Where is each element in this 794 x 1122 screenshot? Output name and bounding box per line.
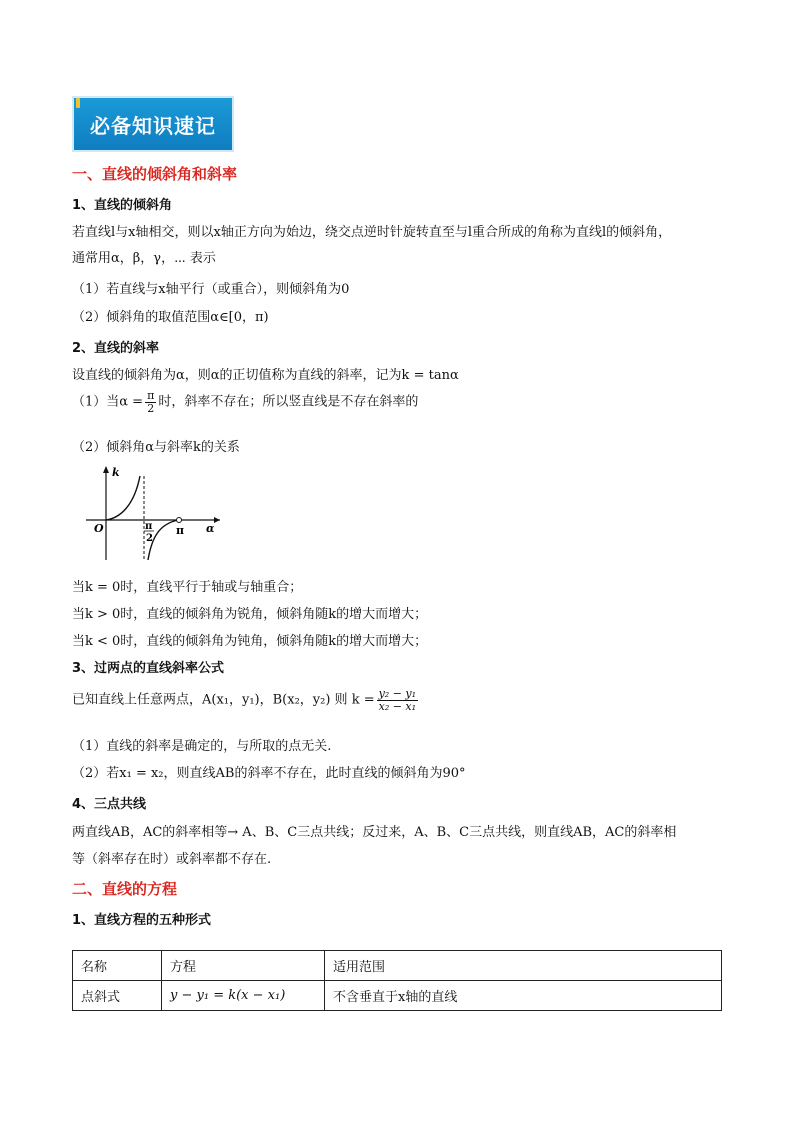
graph-half-pi-den: 2 xyxy=(146,533,153,544)
s1-2-item1-pre: （1）当α = xyxy=(72,394,144,410)
curve-left xyxy=(106,476,140,520)
s1-1-line1: 若直线l与x轴相交，则以x轴正方向为始边，绕交点逆时针旋转直至与l重合所成的角称为直线l的倾斜角， xyxy=(72,225,672,240)
k-axis-arrow-icon xyxy=(103,466,109,473)
s1-3-item1: （1）直线的斜率是确定的，与所取的点无关. xyxy=(72,739,332,754)
s1-3-item2: （2）若x₁ = x₂，则直线AB的斜率不存在，此时直线的倾斜角为90° xyxy=(72,766,466,781)
section1-title: 一、直线的倾斜角和斜率 xyxy=(72,165,238,183)
table-header-row xyxy=(73,951,722,981)
s1-1-line2: 通常用α，β，γ，⋯ 表示 xyxy=(72,251,216,266)
s1-2-line1: 设直线的倾斜角为α，则α的正切值称为直线的斜率，记为k = tanα xyxy=(72,368,459,383)
table-row xyxy=(73,981,722,1011)
s1-3-line1 xyxy=(72,688,420,712)
s1-2-r1: 当k = 0时，直线平行于轴或与轴重合； xyxy=(72,580,303,595)
s1-2-item2: （2）倾斜角α与斜率k的关系 xyxy=(72,440,240,455)
table-cell-name: 点斜式 xyxy=(73,981,162,1011)
s2-1-title: 1、直线方程的五种形式 xyxy=(72,913,212,928)
s1-3-line1-pre: 已知直线上任意两点，A(x₁，y₁)，B(x₂，y₂) 则 k = xyxy=(72,692,375,708)
slope-num: y₂ − y₁ xyxy=(378,687,417,700)
s1-2-item1-post: 时，斜率不存在；所以竖直线是不存在斜率的 xyxy=(158,394,419,410)
s1-2-title: 2、直线的斜率 xyxy=(72,341,160,356)
graph-origin-label: O xyxy=(94,522,104,535)
slope-den: x₂ − x₁ xyxy=(378,699,417,713)
half-pi-num: π xyxy=(147,389,155,402)
half-pi-den: 2 xyxy=(147,401,155,415)
s1-1-item1: （1）若直线与x轴平行（或重合），则倾斜角为0 xyxy=(72,282,350,297)
graph-k-label: k xyxy=(112,466,120,479)
s1-4-title: 4、三点共线 xyxy=(72,797,147,812)
half-pi-fraction xyxy=(145,390,156,414)
s1-2-item1 xyxy=(72,390,418,414)
s1-4-line1: 两直线AB，AC的斜率相等→ A、B、C三点共线；反过来，A、B、C三点共线，则直线AB，AC的斜率相 xyxy=(72,825,677,840)
table-header-scope: 适用范围 xyxy=(325,951,722,981)
s1-3-title: 3、过两点的直线斜率公式 xyxy=(72,661,225,676)
tangent-graph xyxy=(84,462,274,562)
s1-1-title: 1、直线的倾斜角 xyxy=(72,198,173,213)
table-cell-equation: y − y₁ = k(x − x₁) xyxy=(162,981,325,1011)
section2-title: 二、直线的方程 xyxy=(72,880,178,898)
table-header-equation: 方程 xyxy=(162,951,325,981)
table-header-name: 名称 xyxy=(73,951,162,981)
slope-fraction xyxy=(377,688,418,712)
table-cell-scope: 不含垂直于x轴的直线 xyxy=(325,981,722,1011)
graph-pi-label: π xyxy=(176,524,185,537)
s1-2-r3: 当k < 0时，直线的倾斜角为钝角，倾斜角随k的增大而增大； xyxy=(72,634,428,649)
banner-title: 必备知识速记 xyxy=(90,114,216,138)
line-equation-table xyxy=(72,950,722,1011)
graph-alpha-label: α xyxy=(206,522,215,535)
s1-2-r2: 当k > 0时，直线的倾斜角为锐角，倾斜角随k的增大而增大； xyxy=(72,607,428,622)
s1-1-item2: （2）倾斜角的取值范围α∈[0，π) xyxy=(72,310,269,325)
section-banner xyxy=(72,96,234,152)
graph-half-pi-num: π xyxy=(145,521,153,532)
s1-4-line2: 等（斜率存在时）或斜率都不存在. xyxy=(72,852,272,867)
banner-tab-decoration xyxy=(76,98,80,108)
alpha-axis-arrow-icon xyxy=(214,517,220,523)
open-point xyxy=(177,518,182,523)
